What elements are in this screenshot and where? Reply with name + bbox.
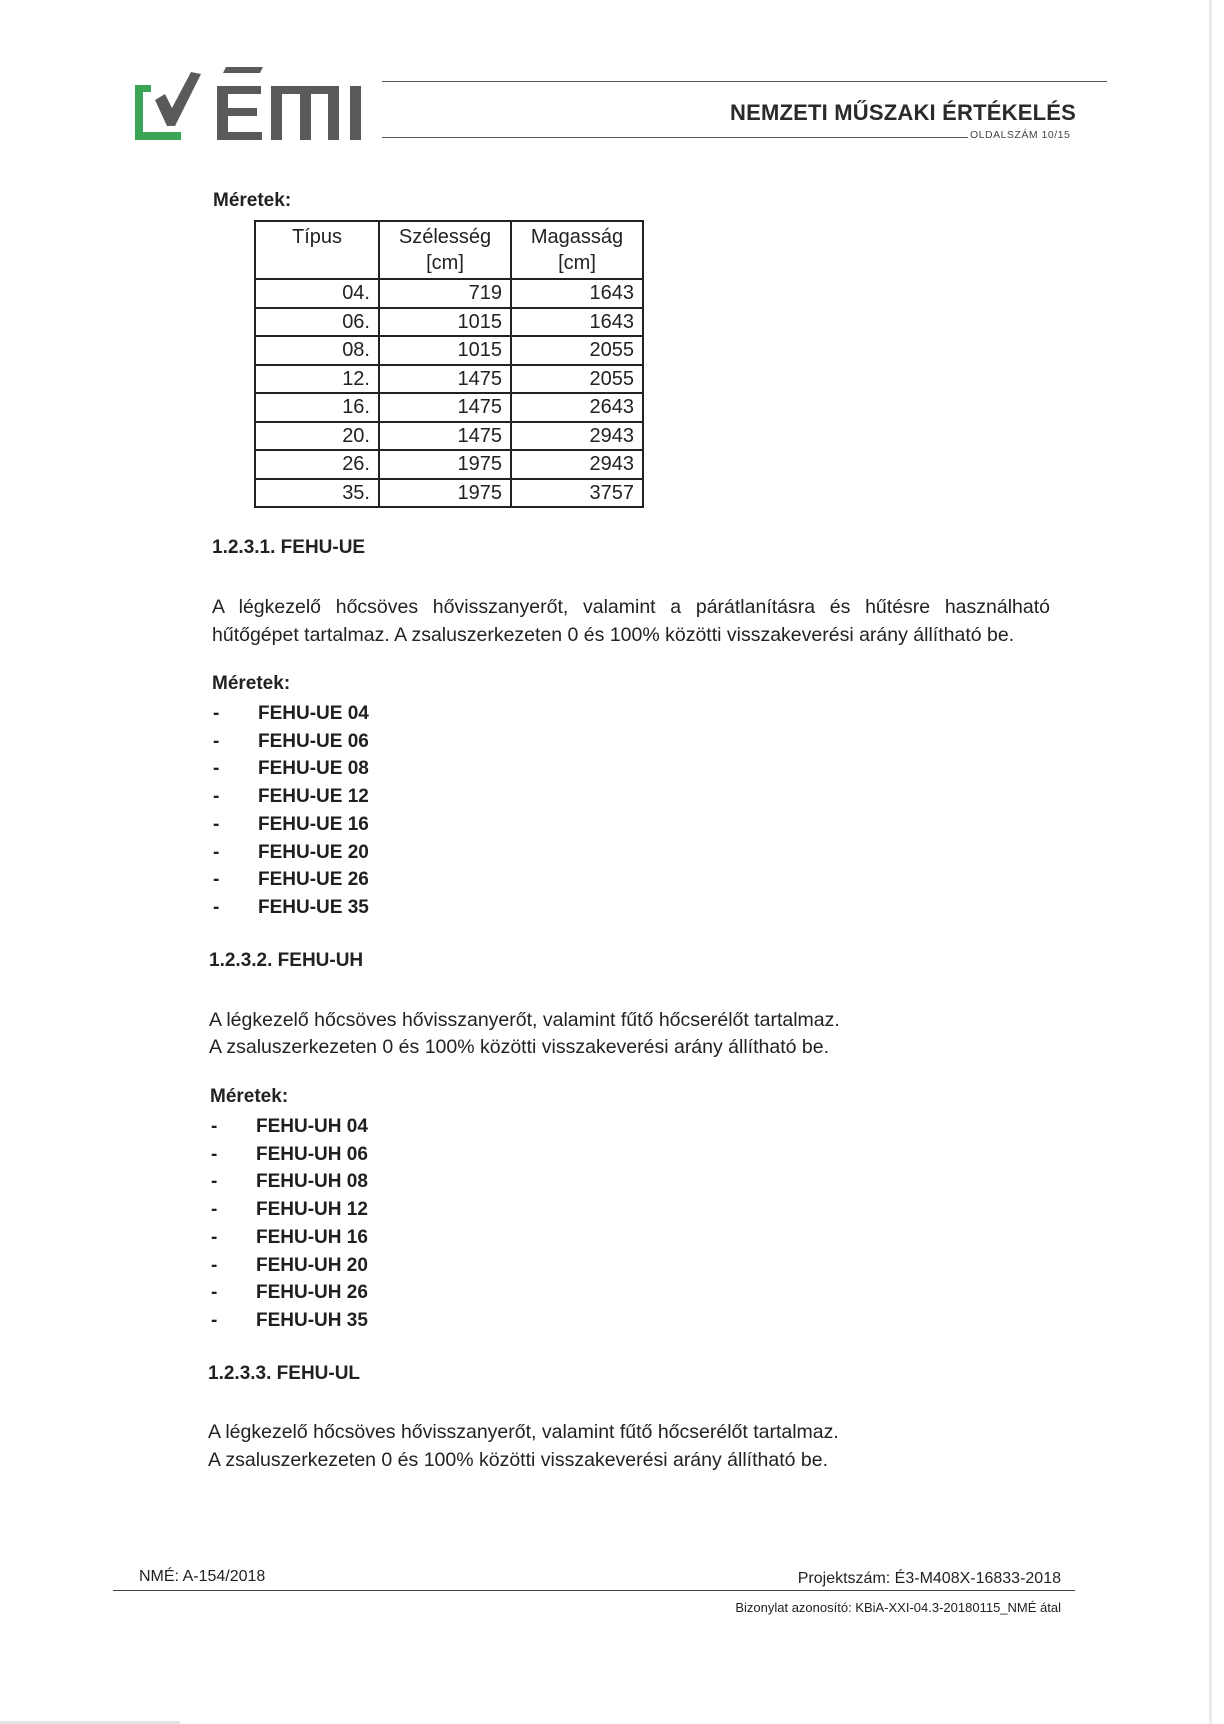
section-heading-fehu-ue: 1.2.3.1. FEHU-UE (212, 537, 366, 558)
list-item (211, 1224, 368, 1252)
table-row (255, 308, 643, 337)
list-item (211, 1113, 368, 1141)
size-item: FEHU-UE 04 (258, 703, 369, 724)
certificate-id: Bizonylat azonosító: KBiA-XXI-04.3-20180115_NMÉ átal (735, 1600, 1061, 1615)
dimensions-table (254, 220, 644, 508)
dimensions-heading: Méretek: (213, 190, 292, 211)
table-row (255, 336, 643, 365)
size-list-fehu-ue (213, 700, 369, 922)
nme-number: NMÉ: A-154/2018 (139, 1568, 266, 1585)
cell-height: 1643 (511, 308, 643, 337)
cell-width: 719 (379, 279, 511, 308)
sizes-heading: Méretek: (212, 673, 291, 694)
list-item (211, 1307, 368, 1335)
section-paragraph-line: A légkezelő hőcsöves hővisszanyerőt, valamint a párátlanításra és hűtésre használható (212, 596, 1050, 618)
size-item: FEHU-UH 35 (256, 1309, 368, 1331)
list-bullet-dash: - (211, 1282, 218, 1304)
cell-width: 1015 (379, 308, 511, 337)
size-list-fehu-uh (211, 1113, 368, 1335)
size-item: FEHU-UE 08 (258, 758, 369, 780)
list-bullet-dash: - (211, 1116, 218, 1137)
cell-type: 16. (255, 393, 379, 422)
column-header-width: Szélesség [cm] (379, 221, 511, 279)
section-heading-fehu-uh: 1.2.3.2. FEHU-UH (209, 950, 364, 971)
cell-type: 06. (255, 308, 379, 337)
size-item: FEHU-UH 16 (256, 1226, 368, 1248)
table-row (255, 479, 643, 508)
section-paragraph-line: A légkezelő hőcsöves hővisszanyerőt, valamint fűtő hőcserélőt tartalmaz. (209, 1009, 840, 1031)
list-item (211, 1252, 368, 1280)
cell-width: 1475 (379, 422, 511, 451)
size-item: FEHU-UE 12 (258, 786, 369, 808)
list-bullet-dash: - (213, 841, 220, 863)
emi-logo-icon (131, 62, 371, 142)
cell-type: 04. (255, 279, 379, 308)
project-number: Projektszám: É3-M408X-16833-2018 (797, 1570, 1061, 1587)
list-item (213, 755, 369, 783)
size-item: FEHU-UE 26 (258, 869, 369, 891)
scan-page-edge (1209, 0, 1212, 1724)
cell-type: 20. (255, 422, 379, 451)
list-item (213, 811, 369, 839)
section-paragraph-line: A zsaluszerkezeten 0 és 100% közötti visszakeverési arány állítható be. (209, 1036, 829, 1058)
list-bullet-dash: - (213, 786, 220, 808)
cell-height: 2943 (511, 450, 643, 479)
table-row (255, 450, 643, 479)
cell-width: 1975 (379, 479, 511, 508)
emi-logo (131, 62, 371, 142)
header-rule-top (382, 81, 1107, 82)
table-header-row (255, 221, 643, 279)
section-paragraph-line: hűtőgépet tartalmaz. A zsaluszerkezeten 0 és 100% közötti visszakeverési arány állítható be. (212, 624, 1015, 646)
list-bullet-dash: - (211, 1143, 218, 1165)
size-item: FEHU-UH 12 (256, 1199, 368, 1221)
size-item: FEHU-UE 06 (258, 730, 369, 752)
list-item (213, 839, 369, 867)
list-bullet-dash: - (211, 1254, 218, 1276)
size-item: FEHU-UH 04 (256, 1116, 368, 1137)
sizes-heading: Méretek: (210, 1086, 289, 1107)
cell-type: 08. (255, 336, 379, 365)
cell-height: 2643 (511, 393, 643, 422)
size-item: FEHU-UH 26 (256, 1282, 368, 1304)
list-bullet-dash: - (213, 703, 220, 724)
list-bullet-dash: - (213, 896, 220, 918)
column-header-height: Magasság [cm] (511, 221, 643, 279)
list-item (211, 1279, 368, 1307)
column-header-type: Típus (255, 221, 379, 279)
list-item (213, 783, 369, 811)
section-paragraph-line: A légkezelő hőcsöves hővisszanyerőt, valamint fűtő hőcserélőt tartalmaz. (208, 1421, 839, 1443)
table-row (255, 393, 643, 422)
cell-width: 1015 (379, 336, 511, 365)
section-heading-fehu-ul: 1.2.3.3. FEHU-UL (208, 1363, 361, 1384)
list-bullet-dash: - (213, 758, 220, 780)
cell-type: 26. (255, 450, 379, 479)
cell-type: 35. (255, 479, 379, 508)
size-item: FEHU-UH 20 (256, 1254, 368, 1276)
table-row (255, 365, 643, 394)
list-bullet-dash: - (211, 1171, 218, 1193)
section-paragraph-line: A zsaluszerkezeten 0 és 100% közötti visszakeverési arány állítható be. (208, 1449, 828, 1471)
list-item (211, 1168, 368, 1196)
cell-width: 1475 (379, 393, 511, 422)
list-item (213, 700, 369, 728)
size-item: FEHU-UE 35 (258, 896, 369, 918)
cell-height: 2943 (511, 422, 643, 451)
list-item (213, 728, 369, 756)
list-bullet-dash: - (213, 869, 220, 891)
cell-height: 2055 (511, 336, 643, 365)
cell-height: 1643 (511, 279, 643, 308)
table-row (255, 422, 643, 451)
cell-type: 12. (255, 365, 379, 394)
cell-height: 2055 (511, 365, 643, 394)
list-item (211, 1141, 368, 1169)
page-number: OLDALSZÁM 10/15 (970, 129, 1071, 141)
list-bullet-dash: - (213, 730, 220, 752)
footer-rule (113, 1590, 1075, 1591)
cell-height: 3757 (511, 479, 643, 508)
list-bullet-dash: - (213, 813, 220, 835)
size-item: FEHU-UE 20 (258, 841, 369, 863)
size-item: FEHU-UE 16 (258, 813, 369, 835)
list-item (213, 894, 369, 922)
list-item (213, 866, 369, 894)
table-row (255, 279, 643, 308)
list-bullet-dash: - (211, 1309, 218, 1331)
size-item: FEHU-UH 06 (256, 1143, 368, 1165)
document-title: NEMZETI MŰSZAKI ÉRTÉKELÉS (729, 100, 1076, 125)
list-bullet-dash: - (211, 1199, 218, 1221)
size-item: FEHU-UH 08 (256, 1171, 368, 1193)
list-item (211, 1196, 368, 1224)
header-rule-bottom (382, 137, 968, 138)
cell-width: 1475 (379, 365, 511, 394)
list-bullet-dash: - (211, 1226, 218, 1248)
cell-width: 1975 (379, 450, 511, 479)
